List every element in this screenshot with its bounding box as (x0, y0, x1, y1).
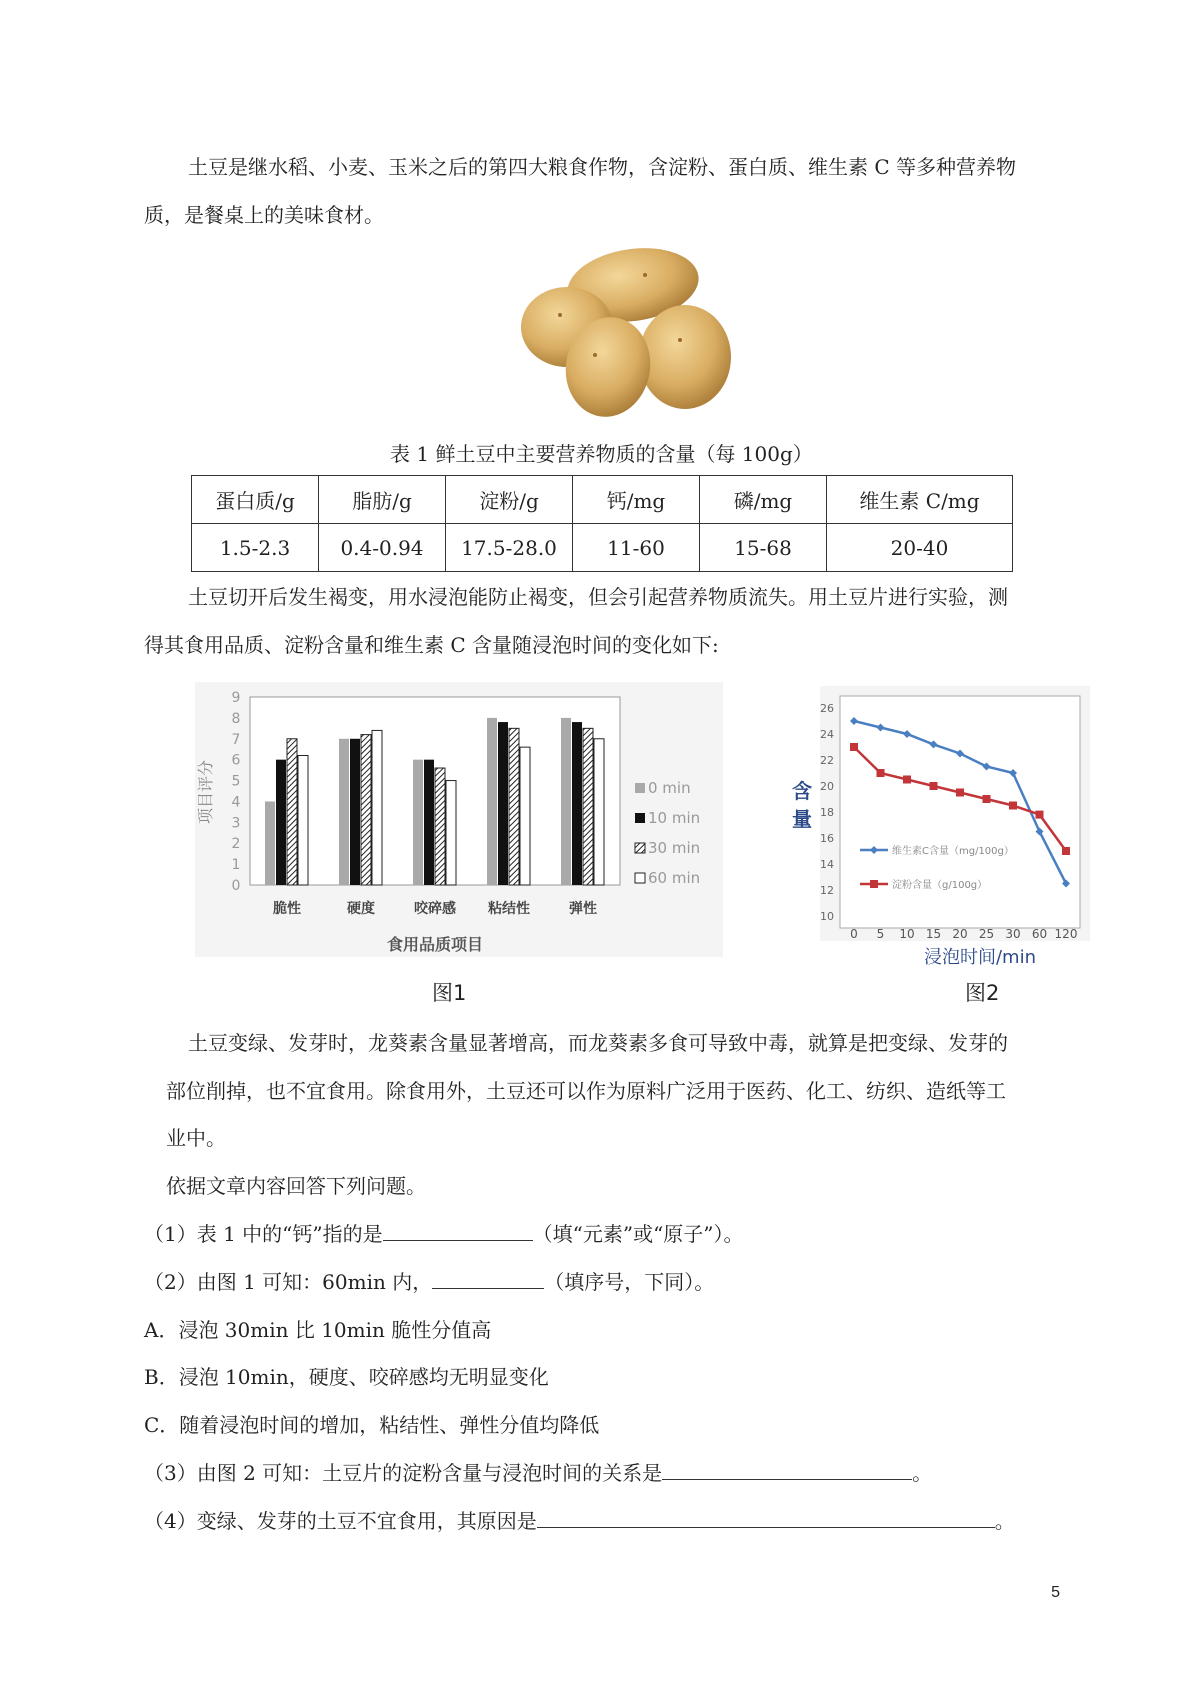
data-point (956, 789, 964, 797)
x-tick-label: 脆性 (273, 901, 301, 917)
y-tick-label: 6 (231, 752, 241, 769)
bar (350, 739, 360, 885)
option-c: C．随着浸泡时间的增加，粘结性、弹性分值均降低 (144, 1413, 600, 1437)
data-point (877, 769, 885, 777)
figure-2-line-chart (790, 686, 1090, 971)
x-tick-label: 15 (925, 927, 942, 941)
bar (361, 735, 371, 885)
question-3-text: （3）由图 2 可知：土豆片的淀粉含量与浸泡时间的关系是 (144, 1461, 663, 1485)
para3-line-2: 部位削掉，也不宜食用。除食用外，土豆还可以作为原料广泛用于医药、化工、纺织、造纸等工 (166, 1079, 1006, 1103)
legend-swatch (635, 843, 645, 853)
question-2-hint: （填序号，下同）。 (544, 1270, 715, 1294)
y-tick-label: 22 (820, 754, 834, 767)
question-2-text: （2）由图 1 可知：60min 内， (144, 1270, 433, 1294)
bar (561, 718, 571, 885)
question-4-answer-blank[interactable] (537, 1509, 995, 1528)
legend-swatch (635, 813, 645, 823)
legend-label: 30 min (648, 839, 701, 857)
y-tick-label: 10 (820, 910, 834, 923)
question-2 (144, 1269, 714, 1295)
x-tick-label: 咬碎感 (414, 901, 456, 917)
y-tick-label: 12 (820, 884, 834, 897)
y-tick-label: 4 (231, 794, 241, 811)
question-2-answer-blank[interactable] (432, 1270, 544, 1289)
x-tick-label: 20 (952, 927, 968, 941)
y-tick-label: 7 (231, 731, 241, 748)
table-header-cell: 维生素 C/mg (827, 476, 1013, 524)
data-point (983, 795, 991, 803)
legend-label: 0 min (648, 779, 691, 797)
legend-label: 60 min (648, 869, 701, 887)
data-point (903, 776, 911, 784)
bar (520, 747, 530, 885)
table-cell: 11-60 (573, 524, 700, 572)
legend-label: 维生素C含量（mg/100g） (892, 846, 1014, 857)
figure-2-x-axis-label: 浸泡时间/min (923, 947, 1037, 968)
y-tick-label: 0 (231, 878, 241, 894)
bar (298, 755, 308, 885)
y-tick-label: 14 (820, 858, 834, 871)
x-tick-label: 弹性 (569, 901, 597, 917)
y-tick-label: 1 (231, 857, 241, 874)
question-3 (144, 1460, 932, 1486)
x-tick-label: 10 (899, 927, 915, 941)
bar (583, 728, 593, 885)
figure-1-bar-chart (195, 682, 723, 957)
x-tick-label: 粘结性 (488, 901, 530, 917)
para2-line-1: 土豆切开后发生褐变，用水浸泡能防止褐变，但会引起营养物质流失。用土豆片进行实验，测 (188, 585, 1008, 609)
table-header-cell: 脂肪/g (319, 476, 446, 524)
bar (413, 760, 423, 885)
x-tick-label: 硬度 (347, 901, 375, 917)
table-caption: 表 1 鲜土豆中主要营养物质的含量（每 100g） (390, 442, 813, 466)
y-tick-label: 24 (820, 728, 834, 741)
y-tick-label: 18 (820, 806, 834, 819)
legend-marker (870, 880, 878, 888)
page-number: 5 (1051, 1584, 1060, 1601)
question-3-answer-blank[interactable] (662, 1461, 912, 1480)
bar (276, 760, 286, 885)
table-cell: 15-68 (700, 524, 827, 572)
table-cell: 17.5-28.0 (446, 524, 573, 572)
potato-image (515, 245, 735, 420)
para3-line-1: 土豆变绿、发芽时，龙葵素含量显著增高，而龙葵素多食可导致中毒，就算是把变绿、发芽的 (188, 1031, 1008, 1055)
bar (594, 739, 604, 885)
question-4-text: （4）变绿、发芽的土豆不宜食用，其原因是 (144, 1509, 537, 1533)
legend-label: 10 min (648, 809, 701, 827)
table-header-cell: 钙/mg (573, 476, 700, 524)
legend-swatch (635, 873, 645, 883)
table-cell: 0.4-0.94 (319, 524, 446, 572)
legend-label: 淀粉含量（g/100g） (892, 880, 988, 891)
figure-1-x-axis-label: 食用品质项目 (386, 935, 484, 954)
question-1-text: （1）表 1 中的“钙”指的是 (144, 1222, 383, 1246)
intro-line-1: 土豆是继水稻、小麦、玉米之后的第四大粮食作物，含淀粉、蛋白质、维生素 C 等多种营养物 (188, 155, 1017, 179)
bar (498, 722, 508, 885)
question-4 (144, 1508, 1015, 1534)
question-4-end: 。 (994, 1509, 1015, 1533)
figure-2-y-axis-label-2: 量 (792, 807, 812, 831)
data-point (1062, 847, 1070, 855)
question-1-hint: （填“元素”或“原子”）。 (532, 1222, 744, 1246)
table-header-cell: 淀粉/g (446, 476, 573, 524)
data-point (1009, 802, 1017, 810)
table-header-cell: 磷/mg (700, 476, 827, 524)
data-point (930, 782, 938, 790)
figure-1-y-axis-label: 项目评分 (196, 759, 215, 825)
option-b: B．浸泡 10min，硬度、咬碎感均无明显变化 (144, 1365, 549, 1389)
questions-intro: 依据文章内容回答下列问题。 (166, 1174, 426, 1198)
bar (446, 781, 456, 885)
y-tick-label: 3 (231, 815, 241, 832)
figure-2-caption: 图2 (965, 981, 1000, 1005)
data-point (1036, 811, 1044, 819)
question-3-end: 。 (912, 1461, 933, 1485)
x-tick-label: 30 (1005, 927, 1021, 941)
table-cell: 20-40 (827, 524, 1013, 572)
figure-2-y-axis-label-1: 含 (792, 779, 812, 803)
table-header-cell: 蛋白质/g (192, 476, 319, 524)
x-tick-label: 25 (978, 927, 995, 941)
bar (339, 739, 349, 885)
x-tick-label: 120 (1054, 927, 1078, 941)
y-tick-label: 26 (820, 702, 834, 715)
bar (287, 739, 297, 885)
figure-1-caption: 图1 (432, 981, 467, 1005)
bar (572, 722, 582, 885)
table-header-row (192, 476, 1013, 524)
question-1-answer-blank[interactable] (383, 1222, 533, 1241)
x-tick-label: 60 (1031, 927, 1048, 941)
x-tick-label: 5 (876, 927, 885, 941)
intro-line-2: 质，是餐桌上的美味食材。 (144, 203, 384, 227)
para2-line-2: 得其食用品质、淀粉含量和维生素 C 含量随浸泡时间的变化如下: (144, 633, 719, 657)
bar (372, 730, 382, 885)
y-tick-label: 20 (820, 780, 834, 793)
y-tick-label: 8 (231, 710, 241, 727)
option-a: A．浸泡 30min 比 10min 脆性分值高 (144, 1318, 492, 1342)
data-point (850, 743, 858, 751)
nutrition-table (191, 475, 1013, 572)
bar (435, 768, 445, 885)
y-tick-label: 9 (231, 690, 241, 706)
table-cell: 1.5-2.3 (192, 524, 319, 572)
y-tick-label: 2 (231, 836, 241, 853)
x-tick-label: 0 (850, 927, 858, 941)
bar (509, 728, 519, 885)
y-tick-label: 16 (820, 832, 834, 845)
table-row (192, 524, 1013, 572)
bar (487, 718, 497, 885)
legend-swatch (635, 783, 645, 793)
question-1 (144, 1221, 744, 1247)
bar (265, 801, 275, 885)
bar (424, 760, 434, 885)
y-tick-label: 5 (231, 773, 241, 790)
para3-line-3: 业中。 (166, 1126, 226, 1150)
